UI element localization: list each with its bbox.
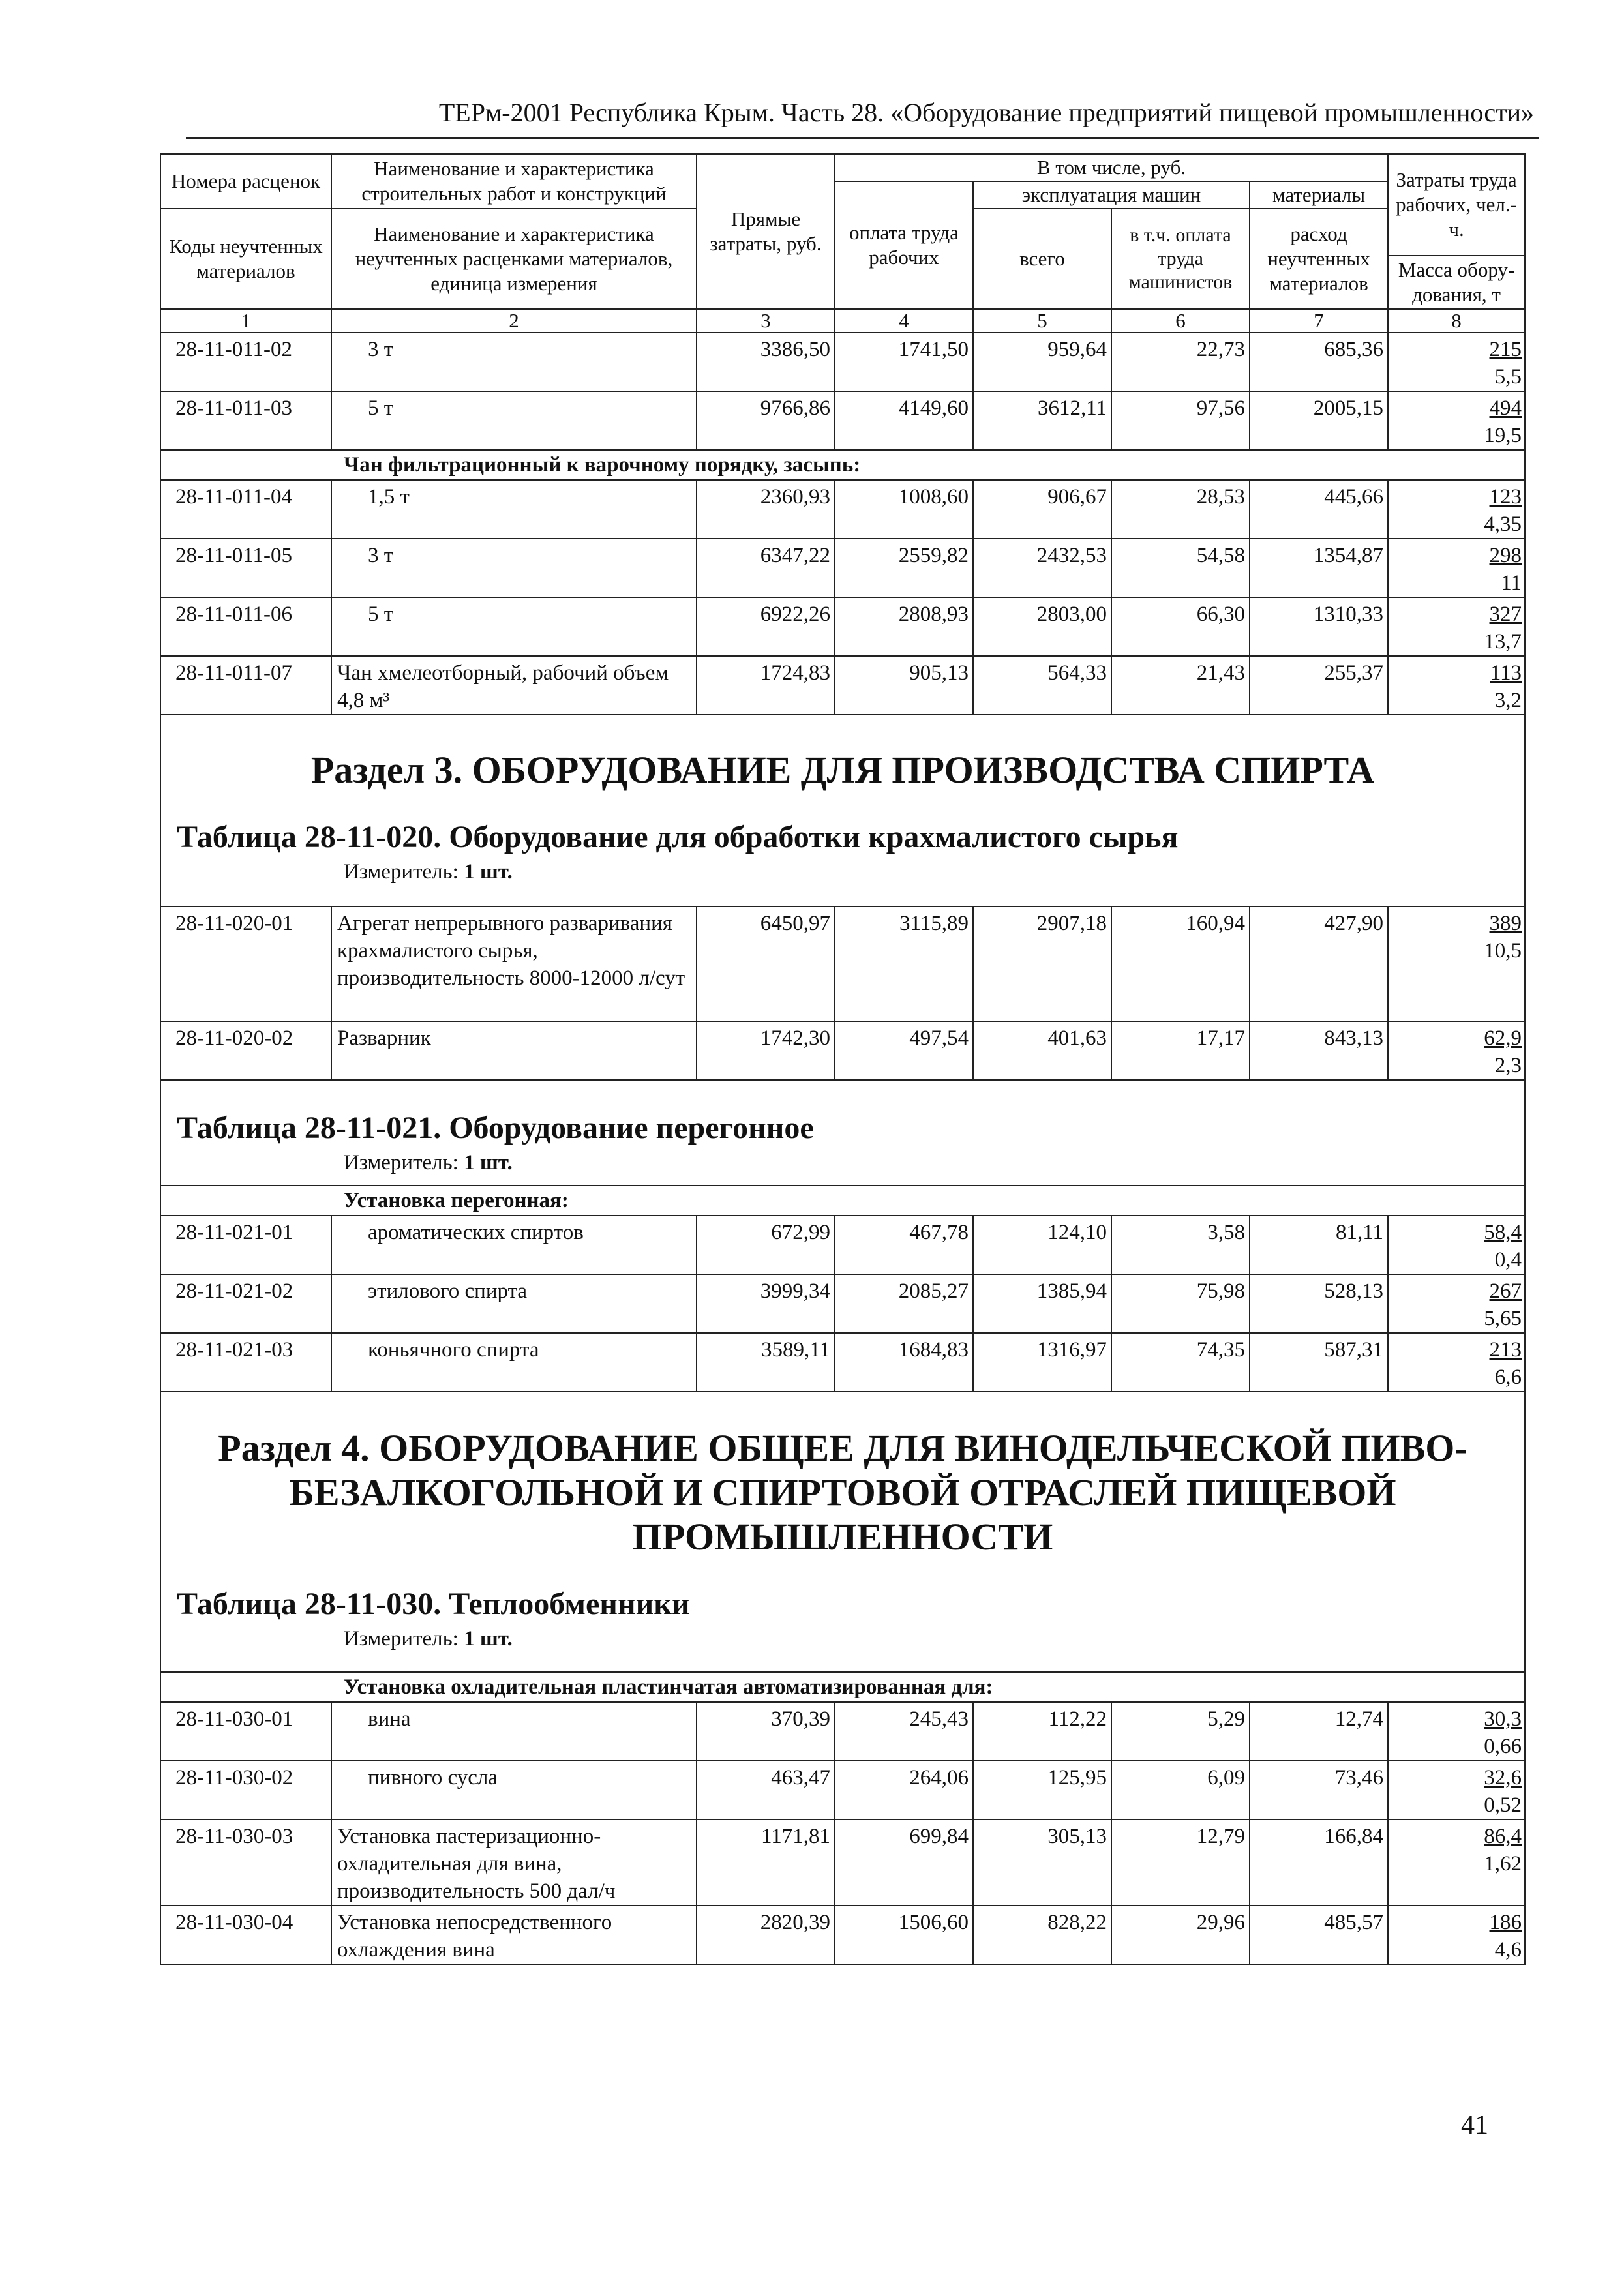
row-labor-mass bbox=[1388, 539, 1525, 597]
row-mass: 13,7 bbox=[1484, 630, 1522, 653]
row-name: Разварник bbox=[331, 1021, 697, 1080]
row-labor-mass bbox=[1388, 1216, 1525, 1274]
row-name: вина bbox=[331, 1702, 697, 1761]
table-row bbox=[160, 1333, 1525, 1392]
row-mach-labor: 66,30 bbox=[1111, 597, 1250, 656]
measure-line bbox=[161, 1150, 1524, 1176]
row-mach-labor: 21,43 bbox=[1111, 656, 1250, 715]
row-direct: 1171,81 bbox=[697, 1819, 835, 1906]
row-mat: 1354,87 bbox=[1250, 539, 1388, 597]
row-mass: 4,6 bbox=[1494, 1938, 1522, 1962]
row-labor: 4149,60 bbox=[835, 391, 973, 450]
row-labor: 3115,89 bbox=[835, 906, 973, 1021]
row-hours: 32,6 bbox=[1484, 1766, 1522, 1789]
row-mach: 124,10 bbox=[973, 1216, 1111, 1274]
table-row bbox=[160, 906, 1525, 1021]
col-header-incl: В том числе, руб. bbox=[835, 154, 1388, 181]
row-labor-mass bbox=[1388, 656, 1525, 715]
row-mat: 166,84 bbox=[1250, 1819, 1388, 1906]
row-hours: 494 bbox=[1489, 396, 1522, 420]
row-hours: 213 bbox=[1489, 1338, 1522, 1362]
group-title-cooling: Установка охладительная пластинчатая автоматизированная для: bbox=[160, 1672, 1525, 1702]
row-mach: 906,67 bbox=[973, 480, 1111, 539]
row-mach-labor: 5,29 bbox=[1111, 1702, 1250, 1761]
row-hours: 186 bbox=[1489, 1911, 1522, 1934]
table-030-title: Таблица 28-11-030. Теплообменники bbox=[177, 1587, 690, 1621]
row-name: Установка пастеризационно-охладительная для вина, производительность 500 дал/ч bbox=[331, 1819, 697, 1906]
row-mass: 0,52 bbox=[1484, 1793, 1522, 1817]
row-mach-labor: 29,96 bbox=[1111, 1906, 1250, 1964]
group-title-distill: Установка перегонная: bbox=[160, 1186, 1525, 1216]
row-code: 28-11-030-04 bbox=[160, 1906, 331, 1964]
table-row bbox=[160, 597, 1525, 656]
col-number: 6 bbox=[1111, 309, 1250, 333]
row-labor-mass bbox=[1388, 391, 1525, 450]
col-header-codes: Номера расценок bbox=[160, 154, 331, 209]
row-code: 28-11-011-02 bbox=[160, 333, 331, 391]
page-header bbox=[186, 90, 1539, 139]
row-direct: 3999,34 bbox=[697, 1274, 835, 1333]
table-021-title: Таблица 28-11-021. Оборудование перегонное bbox=[177, 1111, 814, 1145]
table-row bbox=[160, 539, 1525, 597]
row-mass: 0,66 bbox=[1484, 1735, 1522, 1758]
col-number: 5 bbox=[973, 309, 1111, 333]
row-code: 28-11-011-05 bbox=[160, 539, 331, 597]
row-direct: 3386,50 bbox=[697, 333, 835, 391]
measure-value: 1 шт. bbox=[464, 1151, 513, 1174]
row-mach-labor: 3,58 bbox=[1111, 1216, 1250, 1274]
row-name: 3 т bbox=[331, 333, 697, 391]
row-hours: 123 bbox=[1489, 485, 1522, 509]
row-direct: 6347,22 bbox=[697, 539, 835, 597]
row-mach-labor: 17,17 bbox=[1111, 1021, 1250, 1080]
table-row bbox=[160, 1761, 1525, 1819]
row-labor-mass bbox=[1388, 906, 1525, 1021]
table-row bbox=[160, 1906, 1525, 1964]
row-code: 28-11-011-04 bbox=[160, 480, 331, 539]
row-mass: 3,2 bbox=[1494, 689, 1522, 712]
row-mach: 305,13 bbox=[973, 1819, 1111, 1906]
row-name: Агрегат непрерывного разваривания крахмалистого сырья, производительность 8000-12000 л/сут bbox=[331, 906, 697, 1021]
row-mat: 81,11 bbox=[1250, 1216, 1388, 1274]
row-code: 28-11-011-06 bbox=[160, 597, 331, 656]
row-mass: 4,35 bbox=[1484, 513, 1522, 536]
row-mach-labor: 97,56 bbox=[1111, 391, 1250, 450]
row-mach: 112,22 bbox=[973, 1702, 1111, 1761]
row-mat: 485,57 bbox=[1250, 1906, 1388, 1964]
row-mach-labor: 160,94 bbox=[1111, 906, 1250, 1021]
row-labor-mass bbox=[1388, 1819, 1525, 1906]
row-code: 28-11-030-03 bbox=[160, 1819, 331, 1906]
section-3-header bbox=[160, 715, 1525, 906]
row-name: ароматических спиртов bbox=[331, 1216, 697, 1274]
row-hours: 58,4 bbox=[1484, 1221, 1522, 1244]
row-code: 28-11-020-02 bbox=[160, 1021, 331, 1080]
row-labor: 2085,27 bbox=[835, 1274, 973, 1333]
row-labor-mass bbox=[1388, 1702, 1525, 1761]
row-code: 28-11-020-01 bbox=[160, 906, 331, 1021]
row-labor-mass bbox=[1388, 1333, 1525, 1392]
row-hours: 298 bbox=[1489, 544, 1522, 567]
row-mat: 1310,33 bbox=[1250, 597, 1388, 656]
row-code: 28-11-021-03 bbox=[160, 1333, 331, 1392]
measure-label: Измеритель: bbox=[344, 860, 459, 884]
row-labor: 905,13 bbox=[835, 656, 973, 715]
row-labor: 2808,93 bbox=[835, 597, 973, 656]
col-header-unaccounted: расход неучтенных материалов bbox=[1250, 209, 1388, 309]
col-header-labor: оплата труда рабочих bbox=[835, 181, 973, 309]
col-header-name: Наименование и характеристика строительных работ и конструкций bbox=[331, 154, 697, 209]
row-code: 28-11-011-03 bbox=[160, 391, 331, 450]
measure-value: 1 шт. bbox=[464, 1627, 513, 1651]
row-direct: 2360,93 bbox=[697, 480, 835, 539]
row-direct: 6922,26 bbox=[697, 597, 835, 656]
row-hours: 267 bbox=[1489, 1279, 1522, 1303]
row-mass: 11 bbox=[1501, 571, 1522, 595]
row-mach-labor: 74,35 bbox=[1111, 1333, 1250, 1392]
col-number: 7 bbox=[1250, 309, 1388, 333]
section-3-title: Раздел 3. ОБОРУДОВАНИЕ ДЛЯ ПРОИЗВОДСТВА СПИРТА bbox=[310, 749, 1375, 791]
row-labor-mass bbox=[1388, 480, 1525, 539]
row-mach: 401,63 bbox=[973, 1021, 1111, 1080]
row-mach-labor: 12,79 bbox=[1111, 1819, 1250, 1906]
row-mach: 3612,11 bbox=[973, 391, 1111, 450]
row-direct: 9766,86 bbox=[697, 391, 835, 450]
measure-label: Измеритель: bbox=[344, 1627, 459, 1651]
col-header-mach-labor: в т.ч. оплата труда машинистов bbox=[1111, 209, 1250, 309]
col-number: 2 bbox=[331, 309, 697, 333]
row-mass: 1,62 bbox=[1484, 1852, 1522, 1876]
col-number: 4 bbox=[835, 309, 973, 333]
row-mach: 2907,18 bbox=[973, 906, 1111, 1021]
row-direct: 2820,39 bbox=[697, 1906, 835, 1964]
row-mach: 828,22 bbox=[973, 1906, 1111, 1964]
row-mach: 2803,00 bbox=[973, 597, 1111, 656]
row-hours: 215 bbox=[1489, 338, 1522, 361]
section-4-title-line1: Раздел 4. ОБОРУДОВАНИЕ ОБЩЕЕ ДЛЯ ВИНОДЕЛЬЧЕСКОЙ ПИВО- bbox=[218, 1427, 1467, 1469]
row-mat: 12,74 bbox=[1250, 1702, 1388, 1761]
row-direct: 1724,83 bbox=[697, 656, 835, 715]
row-mach: 2432,53 bbox=[973, 539, 1111, 597]
row-hours: 86,4 bbox=[1484, 1825, 1522, 1848]
row-name: 3 т bbox=[331, 539, 697, 597]
row-name: 5 т bbox=[331, 597, 697, 656]
col-header-mass: Масса обору-дования, т bbox=[1388, 256, 1525, 309]
row-mat: 685,36 bbox=[1250, 333, 1388, 391]
row-mat: 843,13 bbox=[1250, 1021, 1388, 1080]
row-code: 28-11-011-07 bbox=[160, 656, 331, 715]
table-row bbox=[160, 1702, 1525, 1761]
row-mat: 587,31 bbox=[1250, 1333, 1388, 1392]
row-hours: 62,9 bbox=[1484, 1026, 1522, 1050]
col-header-direct: Прямые затраты, руб. bbox=[697, 154, 835, 309]
row-name: пивного сусла bbox=[331, 1761, 697, 1819]
table-row bbox=[160, 1216, 1525, 1274]
row-direct: 463,47 bbox=[697, 1761, 835, 1819]
measure-line bbox=[161, 1626, 1524, 1652]
row-mass: 0,4 bbox=[1494, 1248, 1522, 1272]
row-name: Установка непосредственного охлаждения вина bbox=[331, 1906, 697, 1964]
row-labor: 1741,50 bbox=[835, 333, 973, 391]
row-mach: 1316,97 bbox=[973, 1333, 1111, 1392]
table-row bbox=[160, 656, 1525, 715]
measure-label: Измеритель: bbox=[344, 1151, 459, 1174]
row-labor: 497,54 bbox=[835, 1021, 973, 1080]
row-mach: 1385,94 bbox=[973, 1274, 1111, 1333]
table-row bbox=[160, 333, 1525, 391]
row-mach-labor: 75,98 bbox=[1111, 1274, 1250, 1333]
table-row bbox=[160, 480, 1525, 539]
row-mach-labor: 6,09 bbox=[1111, 1761, 1250, 1819]
col-number: 8 bbox=[1388, 309, 1525, 333]
row-mass: 2,3 bbox=[1494, 1054, 1522, 1077]
row-name: этилового спирта bbox=[331, 1274, 697, 1333]
page-number: 41 bbox=[1461, 2110, 1488, 2140]
row-labor-mass bbox=[1388, 1021, 1525, 1080]
table-020-title: Таблица 28-11-020. Оборудование для обработки крахмалистого сырья bbox=[177, 820, 1179, 854]
row-mat: 528,13 bbox=[1250, 1274, 1388, 1333]
col-header-hours: Затраты труда рабочих, чел.-ч. bbox=[1388, 154, 1525, 256]
row-code: 28-11-021-02 bbox=[160, 1274, 331, 1333]
table-021-header bbox=[160, 1080, 1525, 1186]
row-labor: 1008,60 bbox=[835, 480, 973, 539]
row-mat: 73,46 bbox=[1250, 1761, 1388, 1819]
section-4-title-line3: ПРОМЫШЛЕННОСТИ bbox=[632, 1516, 1053, 1558]
row-labor: 2559,82 bbox=[835, 539, 973, 597]
header-title: ТЕРм-2001 Республика Крым. Часть 28. «Оборудование предприятий пищевой промышленности» bbox=[438, 98, 1534, 127]
row-labor-mass bbox=[1388, 1274, 1525, 1333]
col-header-materials: материалы bbox=[1250, 181, 1388, 209]
row-direct: 6450,97 bbox=[697, 906, 835, 1021]
row-labor: 245,43 bbox=[835, 1702, 973, 1761]
row-hours: 327 bbox=[1489, 603, 1522, 626]
row-labor: 1506,60 bbox=[835, 1906, 973, 1964]
row-name: 5 т bbox=[331, 391, 697, 450]
row-labor: 264,06 bbox=[835, 1761, 973, 1819]
row-mat: 2005,15 bbox=[1250, 391, 1388, 450]
row-code: 28-11-021-01 bbox=[160, 1216, 331, 1274]
table-row bbox=[160, 391, 1525, 450]
row-mat: 427,90 bbox=[1250, 906, 1388, 1021]
row-name: 1,5 т bbox=[331, 480, 697, 539]
row-hours: 389 bbox=[1489, 912, 1522, 935]
col-number: 3 bbox=[697, 309, 835, 333]
row-labor-mass bbox=[1388, 597, 1525, 656]
row-mach: 125,95 bbox=[973, 1761, 1111, 1819]
row-mass: 19,5 bbox=[1484, 424, 1522, 447]
column-numbers-row bbox=[160, 309, 1525, 333]
col-header-mach-total: всего bbox=[973, 209, 1111, 309]
row-mass: 10,5 bbox=[1484, 939, 1522, 963]
table-row bbox=[160, 1274, 1525, 1333]
row-mach-labor: 22,73 bbox=[1111, 333, 1250, 391]
row-mass: 5,5 bbox=[1494, 365, 1522, 389]
row-mach: 959,64 bbox=[973, 333, 1111, 391]
group-title-filter: Чан фильтрационный к варочному порядку, засыпь: bbox=[160, 450, 1525, 480]
table-row bbox=[160, 1021, 1525, 1080]
row-mach-labor: 28,53 bbox=[1111, 480, 1250, 539]
row-hours: 30,3 bbox=[1484, 1707, 1522, 1731]
col-header-machines: эксплуатация машин bbox=[973, 181, 1250, 209]
row-labor: 1684,83 bbox=[835, 1333, 973, 1392]
table-row bbox=[160, 1819, 1525, 1906]
measure-line bbox=[161, 859, 1524, 885]
row-labor-mass bbox=[1388, 1761, 1525, 1819]
col-header-name-bottom: Наименование и характеристика неучтенных расценками материалов, единица измерения bbox=[331, 209, 697, 309]
row-code: 28-11-030-01 bbox=[160, 1702, 331, 1761]
col-number: 1 bbox=[160, 309, 331, 333]
row-direct: 370,39 bbox=[697, 1702, 835, 1761]
row-labor-mass bbox=[1388, 1906, 1525, 1964]
section-4-title-line2: БЕЗАЛКОГОЛЬНОЙ И СПИРТОВОЙ ОТРАСЛЕЙ ПИЩЕВОЙ bbox=[289, 1471, 1396, 1514]
row-hours: 113 bbox=[1490, 661, 1522, 685]
row-labor: 699,84 bbox=[835, 1819, 973, 1906]
row-direct: 1742,30 bbox=[697, 1021, 835, 1080]
row-mach: 564,33 bbox=[973, 656, 1111, 715]
row-direct: 3589,11 bbox=[697, 1333, 835, 1392]
price-table bbox=[160, 153, 1526, 1965]
row-name: Чан хмелеотборный, рабочий объем 4,8 м³ bbox=[331, 656, 697, 715]
section-4-header bbox=[160, 1392, 1525, 1672]
row-labor: 467,78 bbox=[835, 1216, 973, 1274]
row-labor-mass bbox=[1388, 333, 1525, 391]
row-code: 28-11-030-02 bbox=[160, 1761, 331, 1819]
row-mass: 6,6 bbox=[1494, 1366, 1522, 1389]
row-mach-labor: 54,58 bbox=[1111, 539, 1250, 597]
row-mass: 5,65 bbox=[1484, 1307, 1522, 1330]
row-mat: 255,37 bbox=[1250, 656, 1388, 715]
col-header-codes-bottom: Коды неучтенных материалов bbox=[160, 209, 331, 309]
row-direct: 672,99 bbox=[697, 1216, 835, 1274]
row-name: коньячного спирта bbox=[331, 1333, 697, 1392]
measure-value: 1 шт. bbox=[464, 860, 513, 884]
row-mat: 445,66 bbox=[1250, 480, 1388, 539]
